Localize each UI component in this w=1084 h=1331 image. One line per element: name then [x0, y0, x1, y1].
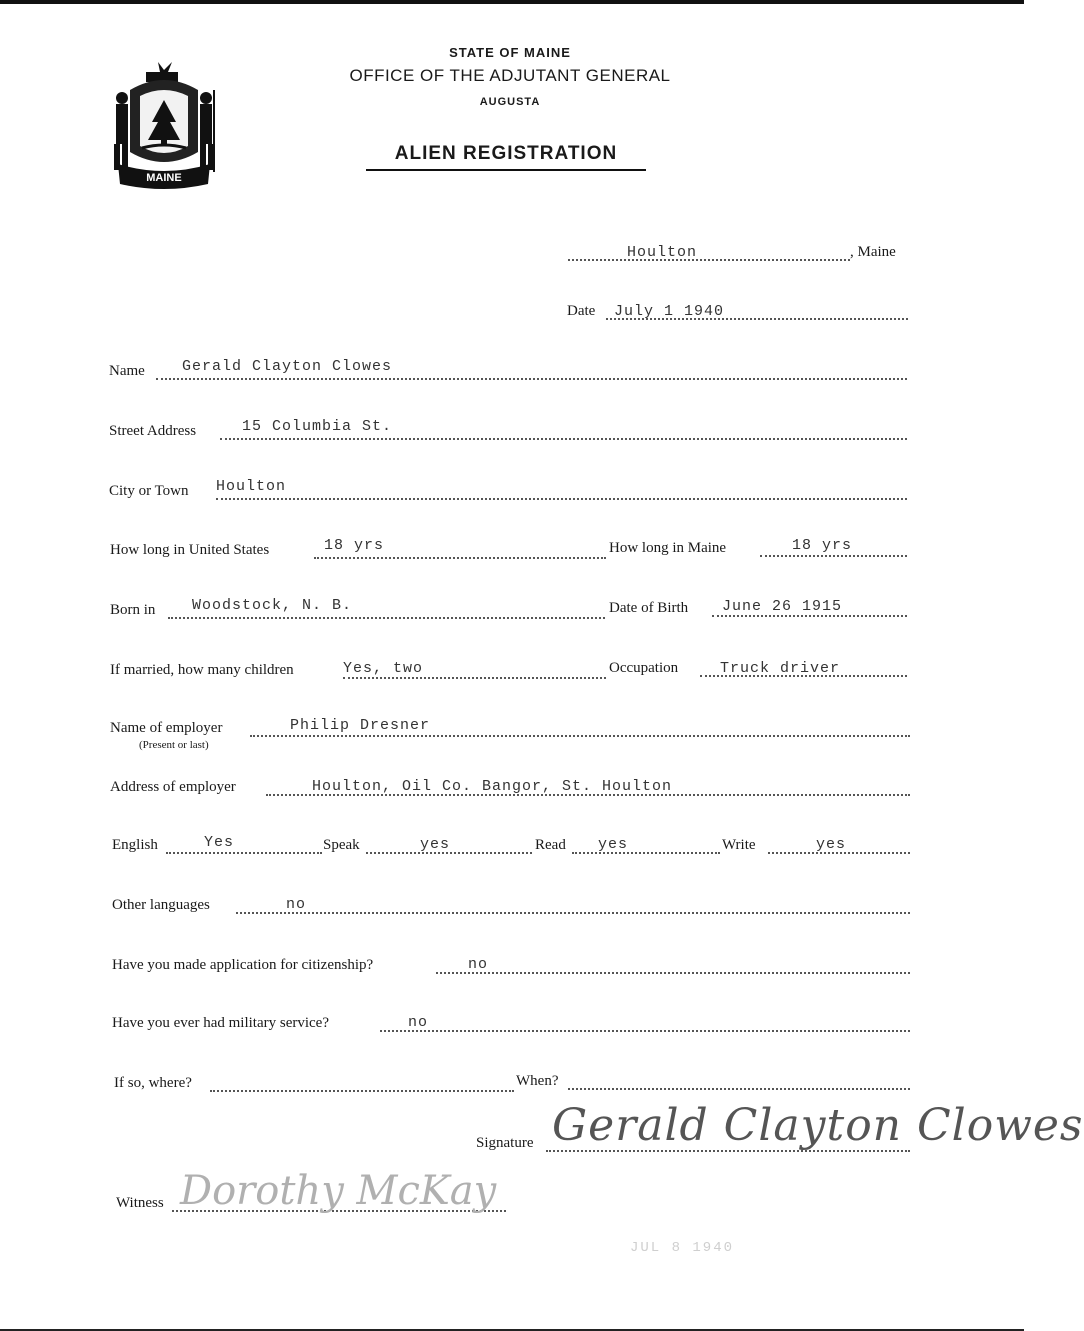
how-long-maine-line [760, 555, 907, 557]
city-line [216, 498, 907, 500]
signature-label: Signature [476, 1135, 534, 1151]
name-value[interactable]: Gerald Clayton Clowes [182, 358, 393, 375]
page-title: ALIEN REGISTRATION [394, 143, 618, 164]
street-address-value[interactable]: 15 Columbia St. [242, 418, 393, 435]
how-long-us-value[interactable]: 18 yrs [324, 537, 385, 554]
signature-value[interactable]: Gerald Clayton Clowes [552, 1100, 1084, 1151]
speak-value[interactable]: yes [420, 836, 451, 853]
name-label: Name [109, 363, 145, 379]
english-label: English [112, 837, 158, 853]
seal-banner-text: MAINE [146, 172, 182, 184]
born-in-line [168, 617, 605, 619]
other-languages-value[interactable]: no [286, 896, 307, 913]
read-label: Read [535, 837, 566, 853]
name-line [156, 378, 907, 380]
read-line [572, 852, 720, 854]
occupation-value[interactable]: Truck driver [720, 660, 841, 677]
when-line [568, 1088, 910, 1090]
employer-name-label: Name of employer [110, 720, 223, 736]
other-languages-line [236, 912, 910, 914]
date-of-birth-label: Date of Birth [609, 600, 689, 616]
military-line [380, 1030, 910, 1032]
employer-address-label: Address of employer [110, 779, 236, 795]
citizenship-label: Have you made application for citizenship? [112, 957, 374, 973]
date-label: Date [567, 303, 596, 319]
title-underline [366, 169, 646, 171]
occupation-label: Occupation [609, 660, 679, 676]
city-value[interactable]: Houlton [216, 478, 287, 495]
when-label: When? [516, 1073, 559, 1089]
english-value[interactable]: Yes [204, 834, 235, 851]
english-line [166, 852, 322, 854]
place-value[interactable]: Houlton [627, 244, 698, 261]
employer-name-line [250, 735, 910, 737]
read-value[interactable]: yes [598, 836, 629, 853]
witness-label: Witness [116, 1195, 164, 1211]
date-of-birth-line [712, 615, 907, 617]
place-line [568, 259, 850, 261]
military-value[interactable]: no [408, 1014, 429, 1031]
where-line [210, 1090, 514, 1092]
how-long-maine-label: How long in Maine [609, 540, 727, 556]
citizenship-value[interactable]: no [468, 956, 489, 973]
where-label: If so, where? [114, 1075, 192, 1091]
page-top-edge [0, 0, 1024, 4]
employer-address-value[interactable]: Houlton, Oil Co. Bangor, St. Houlton [312, 778, 673, 795]
date-of-birth-value[interactable]: June 26 1915 [722, 598, 843, 615]
children-value[interactable]: Yes, two [343, 660, 424, 677]
street-address-label: Street Address [109, 423, 197, 439]
how-long-us-line [314, 557, 606, 559]
write-label: Write [722, 837, 756, 853]
city-label: City or Town [109, 483, 189, 499]
military-label: Have you ever had military service? [112, 1015, 329, 1031]
how-long-maine-value[interactable]: 18 yrs [792, 537, 853, 554]
children-label: If married, how many children [110, 662, 294, 678]
citizenship-line [436, 972, 910, 974]
speak-label: Speak [323, 837, 360, 853]
date-value[interactable]: July 1 1940 [614, 303, 725, 320]
place-suffix: , Maine [850, 244, 896, 260]
born-in-label: Born in [110, 602, 156, 618]
children-line [343, 677, 606, 679]
employer-name-sublabel: (Present or last) [139, 739, 209, 751]
received-stamp: JUL 8 1940 [630, 1240, 735, 1256]
header-office: OFFICE OF THE ADJUTANT GENERAL [349, 66, 671, 85]
street-address-line [220, 438, 907, 440]
other-languages-label: Other languages [112, 897, 210, 913]
how-long-us-label: How long in United States [110, 542, 270, 558]
write-value[interactable]: yes [816, 836, 847, 853]
witness-value[interactable]: Dorothy McKay [180, 1168, 497, 1214]
header-city: AUGUSTA [479, 96, 541, 108]
header-state: STATE OF MAINE [449, 45, 571, 60]
employer-name-value[interactable]: Philip Dresner [290, 717, 431, 734]
state-seal-icon [108, 60, 220, 188]
born-in-value[interactable]: Woodstock, N. B. [192, 597, 353, 614]
